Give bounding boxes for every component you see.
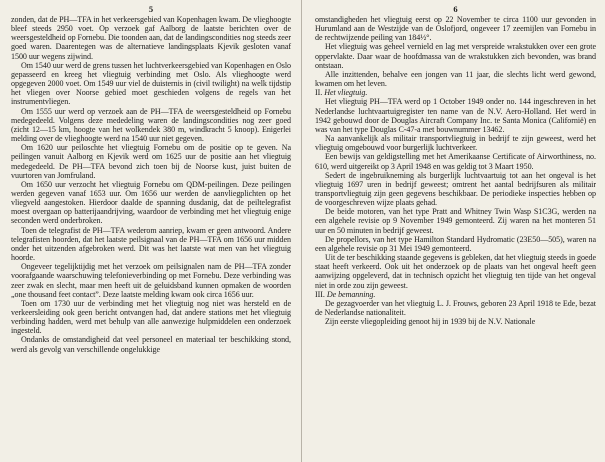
paragraph: De beide motoren, van het type Pratt and Whitney Twin Wasp S1C3G, werden na een algehele revisie op 9 November 1949 gemonteerd. Zij waren na het monteren 51 uur en 50 minuten in bedrijf geweest. xyxy=(315,207,596,235)
paragraph: Het vliegtuig PH—TFA werd op 1 October 1949 onder no. 144 ingeschreven in het Nederlandse luchtvaartuigregister ten name van de N.V. Aero-Holland. Het werd in 1942 gebouwd door de Douglas Aircraft Company Inc. te Santa Monica (Californië) en was van het type Douglas C-47-a met bouwnummer 13462. xyxy=(315,97,596,134)
right-page-body xyxy=(315,15,596,326)
page-number: 6 xyxy=(453,4,458,14)
section-numeral: II. xyxy=(315,88,323,98)
paragraph: Sedert de ingebruikneming als burgerlijk luchtvaartuig tot aan het ongeval is het vliegtuig 1697 uren in bedrijf geweest; omtrent het aantal bedrijfsuren als militair transportvliegtuig zijn geen gegevens beschikbaar. De periodieke inspecties hebben op de voorgeschreven wijze plaats gehad. xyxy=(315,170,596,208)
paragraph: Een bewijs van geldigstelling met het Amerikaanse Certificate of Airworthiness, no. 610, werd uitgereikt op 3 April 1948 en was geldig tot 3 Maart 1950. xyxy=(315,152,596,171)
paragraph: zonden, dat de PH—TFA in het verkeersgebied van Kopenhagen kwam. De vlieghoogte bleef steeds 2950 voet. Op verzoek gaf Aalborg de laatste berichten over de weersgesteldheid op Fornebu. Die toonden aan, dat de landingscondities nog steeds zeer goed waren. Daarentegen was de alternatieve landingsplaats Kjevik gesloten vanaf 1500 uur wegens zijwind. xyxy=(11,15,291,61)
paragraph: Ongeveer tegelijktijdig met het verzoek om peilsignalen nam de PH—TFA zonder voorafgaande waarschuwing telefonieverbinding op met Fornebu. Deze verbinding was zeer zwak en slecht, maar men heeft uit de geluidsband kunnen opmaken de woorden „one thousand feet contact”. Deze laatste melding kwam ook circa 1656 uur. xyxy=(11,262,291,299)
paragraph: Toen om 1730 uur de verbinding met het vliegtuig nog niet was hersteld en de verkeersleiding ook geen bericht ontvangen had, dat andere stations met het vliegtuig verbinding hadden, werd met behulp van alle aanwezige hulpmiddelen een onderzoek ingesteld. xyxy=(11,298,291,336)
paragraph: De propellors, van het type Hamilton Standard Hydromatic (23E50—505), waren na een algehele revisie op 31 Mei 1949 gemonteerd. xyxy=(315,234,596,253)
page-number: 5 xyxy=(148,4,154,14)
left-page-body xyxy=(11,15,291,354)
paragraph: Om 1620 uur peiloschte het vliegtuig Fornebu om de positie op te geven. Na peilingen vanuit Aalborg en Kjevik werd om 1625 uur de positie aan het vliegtuig medegedeeld. De PH—TFA bevond zich toen bij de Noorse kust, juist buiten de vuurtoren van Jomfruland. xyxy=(11,143,291,180)
right-page xyxy=(302,0,605,462)
paragraph: Uit de ter beschikking staande gegevens is gebleken, dat het vliegtuig steeds in goede staat heeft verkeerd. Ook uit het onderzoek op de plaats van het ongeval heeft geen aanwijzing opgeleverd, dat in technisch opzicht het vliegtuig ten tijde van het ongeval niet in orde zou zijn geweest. xyxy=(315,253,597,290)
paragraph: Toen de telegrafist de PH—TFA wederom aanriep, kwam er geen antwoord. Andere telegrafisten hoorden, dat het laatste peilsignaal van de PH—TFA om 1656 uur midden onder het uitzenden afgebroken werd. Dit was het laatste wat men van het vliegtuig hoorde. xyxy=(11,225,291,263)
section-title: De bemanning. xyxy=(326,289,376,299)
paragraph: Om 1540 uur werd de grens tussen het luchtverkeersgebied van Kopenhagen en Oslo gepasseerd en kreeg het vliegtuig verbinding met Oslo. Als vlieghoogte werd opgegeven 2000 voet. Om 1549 uur viel de duisternis in (civil twilight) na welk tijdstip het vliegen over Noorse gebied moet geschieden volgens de regels van het instrumentvliegen. xyxy=(11,60,292,107)
left-page xyxy=(0,0,302,462)
section-heading xyxy=(315,290,596,299)
paragraph: De gezagvoerder van het vliegtuig L. J. Frouws, geboren 23 April 1918 te Ede, bezat de Nederlandse nationaliteit. xyxy=(315,298,596,317)
paragraph: Om 1555 uur werd op verzoek aan de PH—TFA de weersgesteldheid op Fornebu medegedeeld. Volgens deze mededeling waren de landingscondities nog zeer goed (zicht 12—15 km, hoogte van het wolkendek 380 m, windkracht 5 knoop). Enigerlei melding over de vlieghoogte werd na 1540 uur niet gegeven. xyxy=(11,106,291,144)
paragraph: Ondanks de omstandigheid dat veel personeel en materiaal ter beschikking stond, werd als gevolg van verschillende ongelukkige xyxy=(11,335,291,354)
section-numeral: III. xyxy=(315,289,325,299)
paragraph: Na aanvankelijk als militair transportvliegtuig in bedrijf te zijn geweest, werd het vliegtuig omgebouwd voor burgerlijk luchtverkeer. xyxy=(315,134,596,153)
paragraph: omstandigheden het vliegtuig eerst op 22 November te circa 1100 uur gevonden in Hurumland aan de Westzijde van de Oslofjord, ongeveer 17 zeemijlen van Fornebu in de rechtwijzende peiling van 184½°. xyxy=(315,15,596,43)
section-heading xyxy=(315,88,596,97)
section-title: Het vliegtuig. xyxy=(324,88,368,98)
paragraph: Om 1650 uur verzocht het vliegtuig Fornebu om QDM-peilingen. Deze peilingen werden gegeven vanaf 1653 uur. Om 1656 uur werden de aanvliegplichten op het vliegveld aangestoken. Hierdoor daalde de spanning dusdanig, dat de peiltelegrafist moest overgaan op batterijaandrijving, waardoor de verbinding met het vliegtuig enige seconden werd onderbroken. xyxy=(11,179,291,226)
paragraph: Het vliegtuig was geheel vernield en lag met verspreide wrakstukken over een grote oppervlakte. Daar waar de hoofdmassa van de wrakstukken zich bevonden, was brand ontstaan. xyxy=(315,42,596,70)
paragraph: Zijn eerste vliegopleiding genoot hij in 1939 bij de N.V. Nationale xyxy=(325,317,536,327)
paragraph: Alle inzittenden, behalve een jongen van 11 jaar, die slechts licht werd gewond, kwamen om het leven. xyxy=(315,69,596,89)
